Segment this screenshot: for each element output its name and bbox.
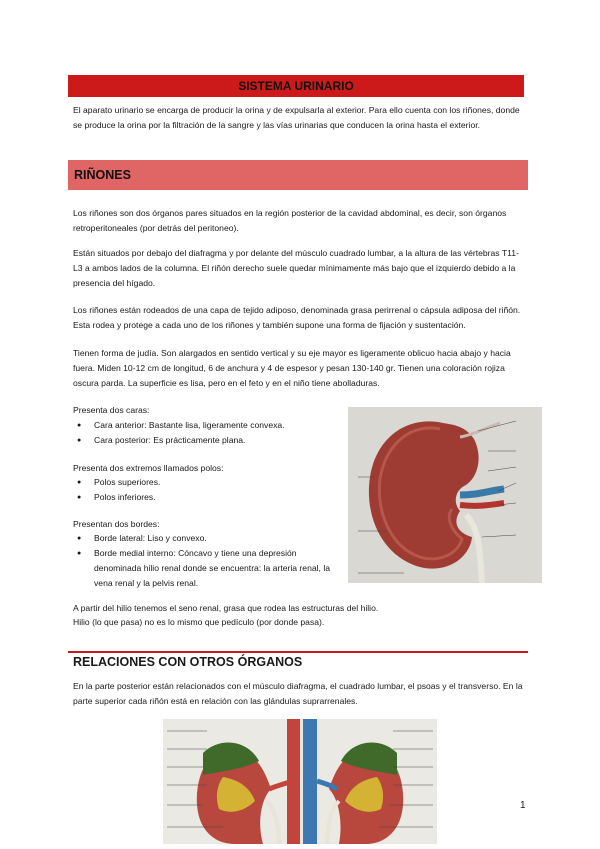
list-item: ● Polos superiores. (73, 475, 343, 490)
paragraph-location: Los riñones son dos órganos pares situados en la región posterior de la cavidad abdominal, es decir, son órganos retroperitoneales (por detrás del peritoneo). (73, 208, 507, 233)
paragraph-fat-capsule: Los riñones están rodeados de una capa de tejido adiposo, denominada grasa perirrenal o cápsula adiposa del riñón. Esta rodea y protege a cada uno de los riñones y también supone una forma de fijación y sustentación. (73, 305, 521, 330)
section-heading-relaciones: RELACIONES CON OTROS ÓRGANOS (73, 655, 303, 669)
section-divider (68, 651, 528, 653)
paragraph-shape: Tienen forma de judía. Son alargados en sentido vertical y su eje mayor es ligeramente oblicuo hacia abajo y hacia fuera. Miden 10-12 cm de longitud, 6 de anchura y 4 de espesor y pesan 130-140 gr. Tienen una coloración rojiza oscura parda. La superficie es lisa, pero en el feto y en el niño tiene abolladuras. (73, 348, 511, 388)
list-item: ● Borde medial interno: Cóncavo y tiene una depresión denominada hilio renal donde se encuentra: la arteria renal, la vena renal y la pelvis renal. (73, 546, 341, 591)
caras-list (73, 418, 343, 448)
polos-intro: Presenta dos extremos llamados polos: (73, 463, 224, 473)
list-item: ● Borde lateral: Liso y convexo. (73, 531, 341, 546)
list-item: ● Polos inferiores. (73, 490, 343, 505)
caras-intro: Presenta dos caras: (73, 405, 150, 415)
list-item: ● Cara anterior: Bastante lisa, ligeramente convexa. (73, 418, 343, 433)
bordes-list (73, 531, 341, 591)
paragraph-position: Están situados por debajo del diafragma y por delante del músculo cuadrado lumbar, a la altura de las vértebras T11- L3 a ambos lados de la columna. El riñón derecho suele quedar mínimamente más bajo que el izquierdo debido a la presencia del hígado. (73, 248, 519, 288)
paragraph-hilio: Hilio (lo que pasa) no es lo mismo que pedículo (por donde pasa). (73, 617, 325, 627)
page-number: 1 (520, 800, 526, 811)
intro-paragraph: El aparato urinario se encarga de producir la orina y de expulsarla al exterior. Para ello cuenta con los riñones, donde se produce la orina por la filtración de la sangre y las vías urinarias que conducen la orina hasta el exterior. (73, 105, 520, 130)
document-title: SISTEMA URINARIO (68, 75, 524, 97)
paragraph-seno-renal: A partir del hilio tenemos el seno renal, grasa que rodea las estructuras del hilio. (73, 603, 379, 613)
bordes-intro: Presentan dos bordes: (73, 519, 160, 529)
paragraph-relaciones: En la parte posterior están relacionados con el músculo diafragma, el cuadrado lumbar, el psoas y el transverso. En la parte superior cada riñón está en relación con las glándulas suprarrenales. (73, 681, 523, 706)
polos-list (73, 475, 343, 505)
section-heading-rinones: RIÑONES (68, 160, 528, 190)
anatomy-illustration (163, 719, 437, 844)
list-item: ● Cara posterior: Es prácticamente plana. (73, 433, 343, 448)
kidney-illustration (348, 407, 542, 583)
